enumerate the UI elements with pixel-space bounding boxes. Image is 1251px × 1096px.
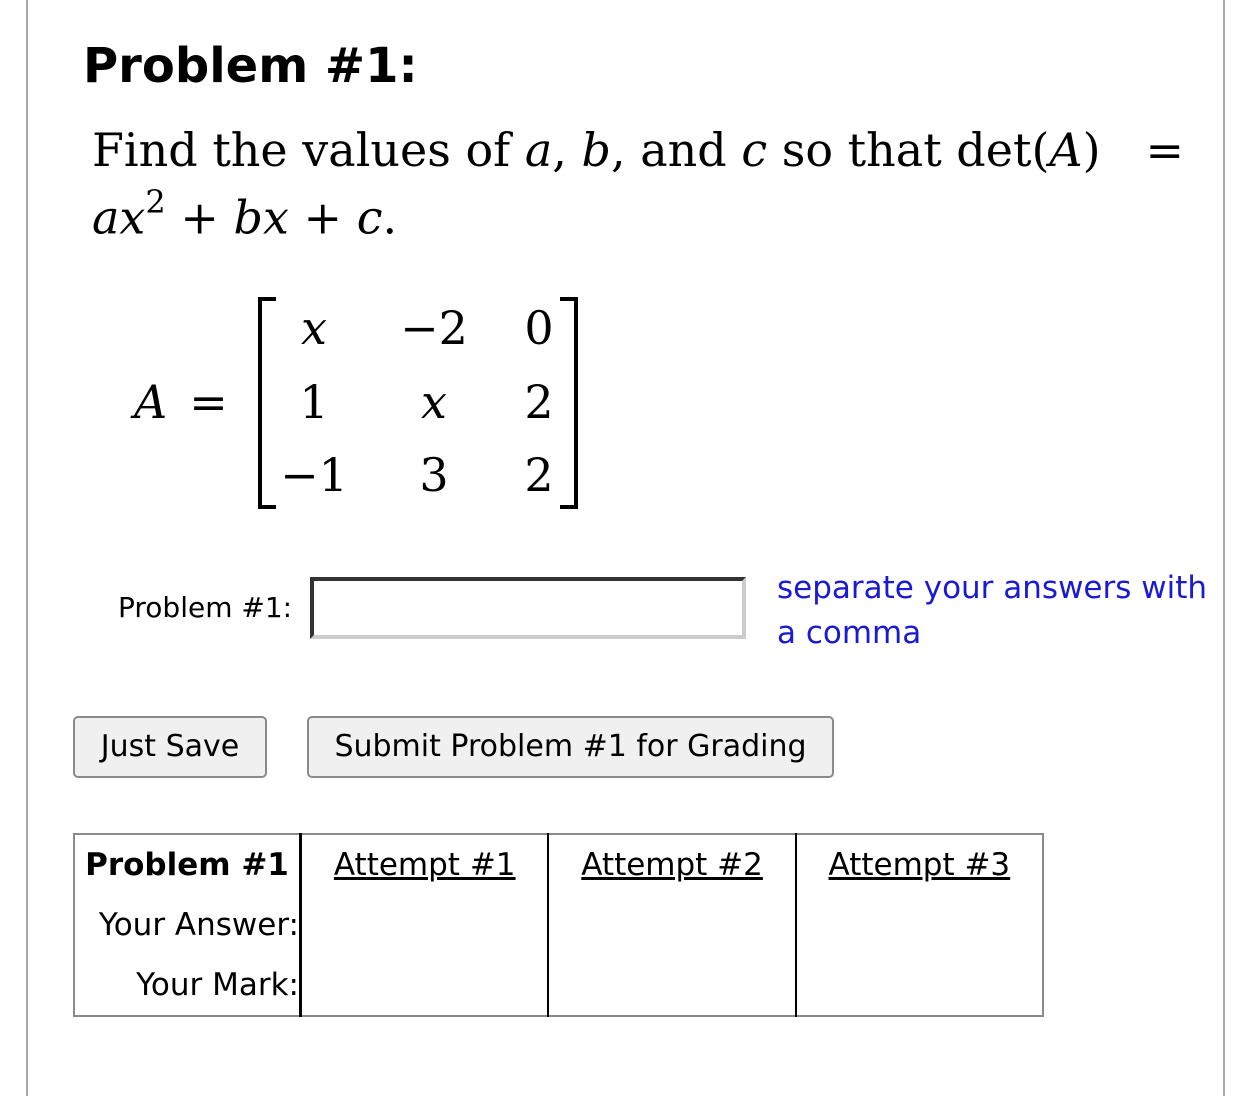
table-header-problem: Problem #1	[74, 834, 301, 895]
prompt-term-ax: ax	[92, 190, 146, 245]
attempt-2-mark	[548, 955, 795, 1016]
attempts-table	[73, 833, 1044, 1017]
attempt-2-link[interactable]: Attempt #2	[581, 847, 763, 883]
attempt-1-link[interactable]: Attempt #1	[333, 847, 516, 883]
matrix-cell: −1	[280, 448, 348, 502]
attempt-3-answer	[796, 895, 1043, 955]
attempt-2-column	[548, 834, 795, 895]
prompt-equals: =	[1145, 123, 1184, 177]
matrix-cell: 1	[299, 375, 329, 429]
attempt-1-column	[301, 834, 549, 895]
attempt-3-mark	[796, 955, 1043, 1016]
table-row	[74, 895, 1043, 955]
matrix-cell: x	[421, 375, 447, 429]
answer-hint: separate your answers with a comma	[777, 570, 1208, 651]
attempt-2-answer	[548, 895, 795, 955]
matrix-cell: 2	[524, 375, 554, 429]
matrix-cell: 0	[524, 301, 554, 355]
table-header-row	[74, 834, 1043, 895]
matrix-name: A	[134, 375, 168, 429]
your-answer-label: Your Answer:	[74, 895, 301, 955]
answer-input[interactable]	[310, 577, 746, 639]
attempt-1-answer	[301, 895, 549, 955]
matrix-cell: x	[301, 301, 327, 355]
matrix-cell: 3	[419, 448, 449, 502]
matrix-cell: 2	[524, 448, 554, 502]
problem-title: Problem #1:	[83, 38, 418, 94]
prompt-exponent: 2	[145, 183, 166, 221]
matrix-cell: −2	[400, 301, 468, 355]
attempt-3-link[interactable]: Attempt #3	[828, 847, 1011, 883]
prompt-line-1: Find the values of a, b, and c so that det(A)	[92, 123, 1101, 177]
matrix-equals: =	[189, 375, 228, 429]
submit-for-grading-button[interactable]: Submit Problem #1 for Grading	[307, 716, 834, 778]
problem-prompt	[92, 122, 1192, 245]
table-row	[74, 955, 1043, 1016]
matrix-lhs	[134, 374, 228, 430]
attempt-1-mark	[301, 955, 549, 1016]
prompt-line-2-rest: + bx + c.	[165, 190, 398, 245]
attempt-3-column	[796, 834, 1043, 895]
your-mark-label: Your Mark:	[74, 955, 301, 1016]
answer-label: Problem #1:	[118, 591, 293, 624]
just-save-button[interactable]: Just Save	[73, 716, 267, 778]
